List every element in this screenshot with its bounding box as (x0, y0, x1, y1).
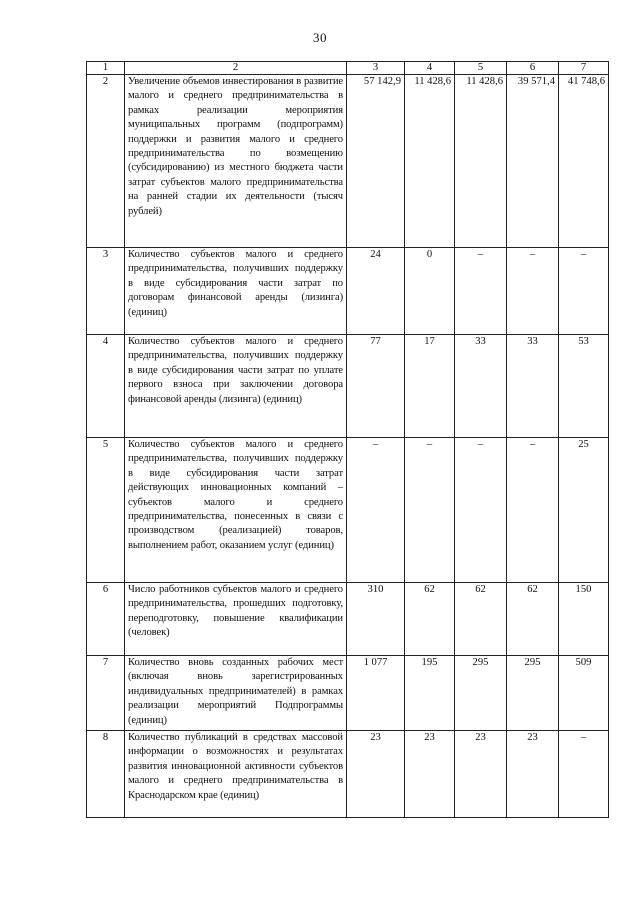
indicator-description: Количество субъектов малого и среднего предпринимательства, получивших поддержку в виде субсидирования части затрат действующих инновационных компаний – субъектов малого и среднего предпринимательства, понесенных в связи с производством (реализацией) товаров, выполнением работ, оказанием услуг (единиц) (125, 438, 347, 583)
value-col6: 23 (507, 731, 559, 818)
value-col5: – (455, 248, 507, 335)
column-header: 5 (455, 62, 507, 75)
table-row (87, 656, 609, 731)
row-number: 8 (87, 731, 125, 818)
row-number: 2 (87, 75, 125, 248)
table-row (87, 583, 609, 656)
value-col7: 53 (559, 335, 609, 438)
value-col5: 295 (455, 656, 507, 731)
value-col6: 33 (507, 335, 559, 438)
value-col5: – (455, 438, 507, 583)
value-col4: 0 (405, 248, 455, 335)
value-col6: 62 (507, 583, 559, 656)
indicator-description: Увеличение объемов инвестирования в развитие малого и среднего предпринимательства в рамках реализации мероприятия муниципальных программ (подпрограмм) поддержки и развития малого и среднего предпринимательства по возмещению (субсидированию) из местного бюджета части затрат субъектов малого предпринимательства на ранней стадии их деятельности (тысяч рублей) (125, 75, 347, 248)
table-row (87, 335, 609, 438)
value-col4: 11 428,6 (405, 75, 455, 248)
value-col3: – (347, 438, 405, 583)
indicator-description: Количество субъектов малого и среднего предпринимательства, получивших поддержку в виде субсидирования части затрат по договорам финансовой аренды (лизинга) (единиц) (125, 248, 347, 335)
value-col3: 23 (347, 731, 405, 818)
indicator-description: Количество субъектов малого и среднего предпринимательства, получивших поддержку в виде субсидирования части затрат по уплате первого взноса при заключении договора финансовой аренды (лизинга) (единиц) (125, 335, 347, 438)
column-header: 2 (125, 62, 347, 75)
row-number: 6 (87, 583, 125, 656)
value-col7: 41 748,6 (559, 75, 609, 248)
table-row (87, 438, 609, 583)
value-col6: – (507, 438, 559, 583)
row-number: 3 (87, 248, 125, 335)
value-col7: – (559, 248, 609, 335)
table-row (87, 731, 609, 818)
row-number: 7 (87, 656, 125, 731)
value-col4: – (405, 438, 455, 583)
indicators-table (86, 61, 609, 818)
row-number: 4 (87, 335, 125, 438)
indicator-description: Количество вновь созданных рабочих мест (включая вновь зарегистрированных индивидуальных предпринимателей) в рамках реализации мероприятий Подпрограммы (единиц) (125, 656, 347, 731)
table-row (87, 248, 609, 335)
value-col6: 39 571,4 (507, 75, 559, 248)
value-col7: 25 (559, 438, 609, 583)
indicator-description: Количество публикаций в средствах массовой информации о возможностях и результатах развития инновационной активности субъектов малого и среднего предпринимательства в Краснодарском крае (единиц) (125, 731, 347, 818)
column-header: 7 (559, 62, 609, 75)
value-col3: 24 (347, 248, 405, 335)
column-header: 3 (347, 62, 405, 75)
row-number: 5 (87, 438, 125, 583)
value-col4: 17 (405, 335, 455, 438)
value-col4: 62 (405, 583, 455, 656)
value-col3: 1 077 (347, 656, 405, 731)
column-header: 1 (87, 62, 125, 75)
column-header: 4 (405, 62, 455, 75)
value-col6: – (507, 248, 559, 335)
value-col3: 77 (347, 335, 405, 438)
value-col5: 23 (455, 731, 507, 818)
value-col4: 195 (405, 656, 455, 731)
value-col5: 11 428,6 (455, 75, 507, 248)
value-col5: 62 (455, 583, 507, 656)
value-col4: 23 (405, 731, 455, 818)
table-header-row (87, 62, 609, 75)
column-header: 6 (507, 62, 559, 75)
value-col5: 33 (455, 335, 507, 438)
value-col3: 57 142,9 (347, 75, 405, 248)
table-row (87, 75, 609, 248)
value-col7: 509 (559, 656, 609, 731)
value-col7: – (559, 731, 609, 818)
value-col6: 295 (507, 656, 559, 731)
indicator-description: Число работников субъектов малого и среднего предпринимательства, прошедших подготовку, переподготовку, повышение квалификации (человек) (125, 583, 347, 656)
page-number: 30 (313, 30, 327, 45)
value-col3: 310 (347, 583, 405, 656)
value-col7: 150 (559, 583, 609, 656)
